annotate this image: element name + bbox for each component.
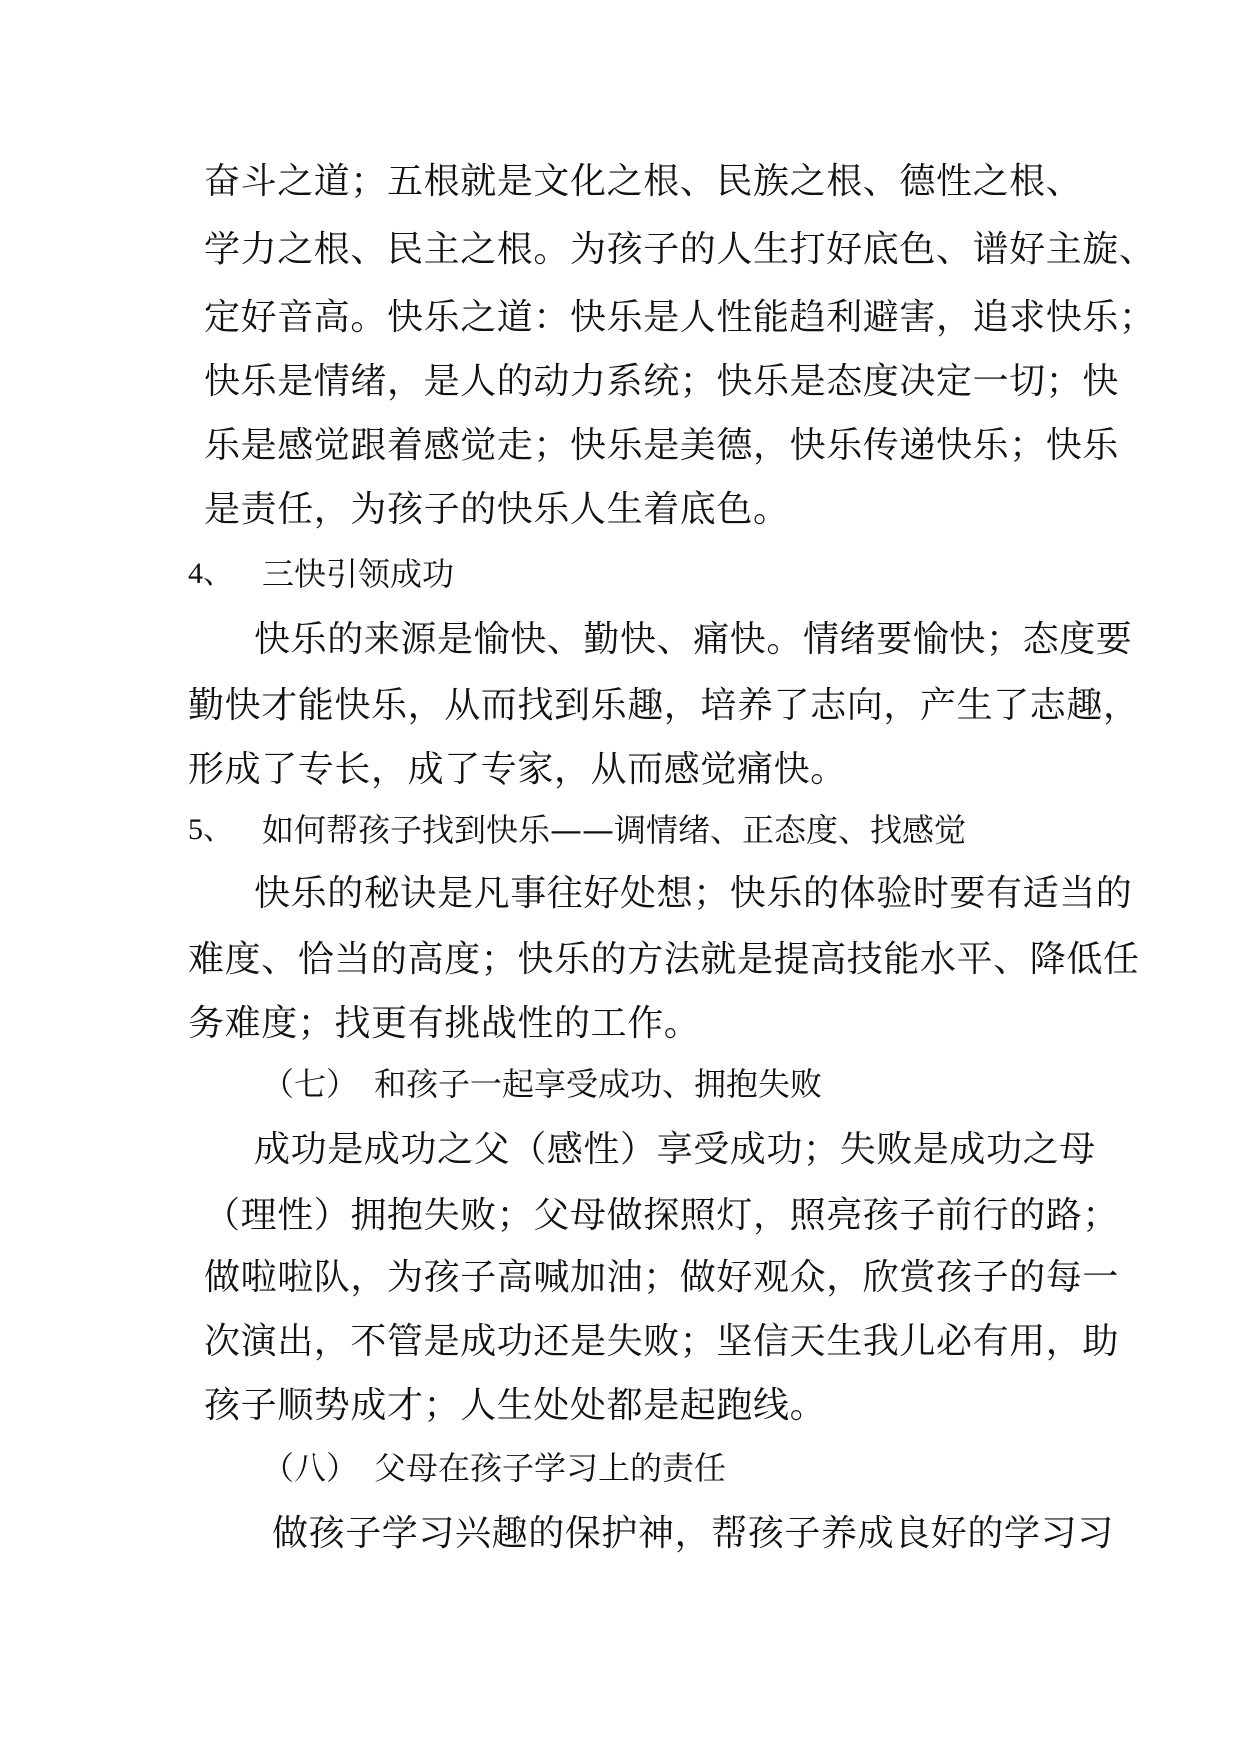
paragraph-line: 快乐的秘诀是凡事往好处想；快乐的体验时要有适当的	[254, 873, 1133, 914]
paragraph-line: 做孩子学习兴趣的保护神，帮孩子养成良好的学习习	[272, 1513, 1114, 1554]
paragraph-line: 成功是成功之父（感性）享受成功；失败是成功之母	[254, 1129, 1096, 1170]
paragraph-line: 勤快才能快乐，从而找到乐趣，培养了志向，产生了志趣，	[188, 685, 1140, 726]
section-heading: 父母在孩子学习上的责任	[374, 1449, 727, 1487]
paragraph-line: 做啦啦队，为孩子高喊加油；做好观众，欣赏孩子的每一	[204, 1257, 1120, 1298]
list-number: 5、	[188, 813, 233, 846]
paragraph-line: （理性）拥抱失败；父母做探照灯，照亮孩子前行的路；	[204, 1195, 1120, 1236]
list-heading: 如何帮孩子找到快乐——调情绪、正态度、找感觉	[262, 811, 967, 849]
paragraph-line: 形成了专长，成了专家，从而感觉痛快。	[188, 749, 847, 790]
section-heading: 和孩子一起享受成功、拥抱失败	[374, 1065, 823, 1103]
paragraph-line: 快乐的来源是愉快、勤快、痛快。情绪要愉快；态度要	[254, 619, 1133, 660]
paragraph-line: 快乐是情绪，是人的动力系统；快乐是态度决定一切；快	[204, 361, 1120, 402]
paragraph-line: 孩子顺势成才；人生处处都是起跑线。	[204, 1385, 827, 1426]
list-number: 4、	[188, 557, 233, 590]
paragraph-line: 务难度；找更有挑战性的工作。	[188, 1003, 701, 1044]
list-heading: 三快引领成功	[262, 555, 455, 593]
section-number: （七）	[262, 1065, 359, 1103]
paragraph-line: 是责任，为孩子的快乐人生着底色。	[204, 489, 790, 530]
paragraph-line: 难度、恰当的高度；快乐的方法就是提高技能水平、降低任	[188, 939, 1140, 980]
paragraph-line: 次演出，不管是成功还是失败；坚信天生我儿必有用，助	[204, 1321, 1120, 1362]
paragraph-line: 学力之根、民主之根。为孩子的人生打好底色、谱好主旋、	[204, 229, 1156, 270]
paragraph-line: 奋斗之道；五根就是文化之根、民族之根、德性之根、	[204, 161, 1083, 202]
paragraph-line: 乐是感觉跟着感觉走；快乐是美德，快乐传递快乐；快乐	[204, 425, 1120, 466]
paragraph-line: 定好音高。快乐之道：快乐是人性能趋利避害，追求快乐；	[204, 297, 1156, 338]
section-number: （八）	[262, 1449, 359, 1487]
